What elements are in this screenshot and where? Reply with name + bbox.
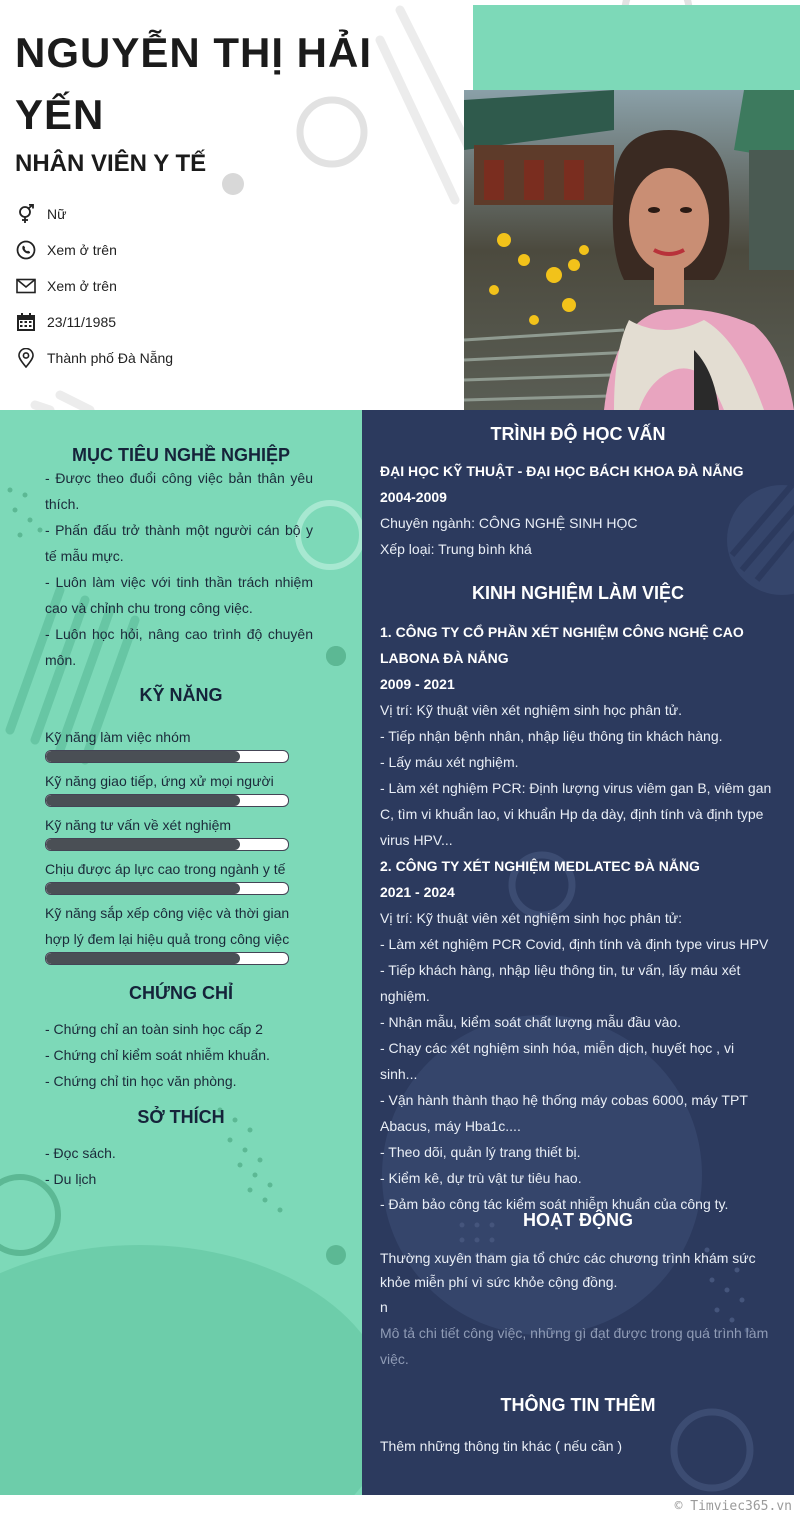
job-line: - Tiếp khách hàng, nhập liệu thông tin, tư vấn, lấy máu xét nghiệm. [380, 962, 741, 1004]
experience-body [380, 619, 775, 1217]
job-line: Vị trí: Kỹ thuật viên xét nghiệm sinh học phân tử. [380, 702, 682, 718]
info-phone [15, 238, 117, 262]
experience-title: KINH NGHIỆM LÀM VIỆC [471, 583, 684, 603]
job-line: - Làm xét nghiệm PCR Covid, định tính và định type virus HPV [380, 936, 769, 952]
activities-text: Thường xuyên tham gia tổ chức các chương trình khám sức khỏe miễn phí vì sức khỏe cộng đồng. [380, 1250, 756, 1290]
objective-line: - Luôn học hỏi, nâng cao trình độ chuyên môn. [45, 626, 313, 668]
objective-line: - Luôn làm việc với tinh thần trách nhiệm cao và chỉnh chu trong công việc. [45, 574, 313, 616]
profile-photo [464, 90, 794, 410]
info-birthday-text: 23/11/1985 [47, 314, 117, 330]
job-years: 2009 - 2021 [380, 676, 455, 692]
skill-label: Chịu được áp lực cao trong ngành y tế [45, 861, 286, 877]
job-line: - Chạy các xét nghiệm sinh hóa, miễn dịch, huyết học , vi sinh... [380, 1040, 735, 1082]
candidate-name: NGUYỄN THỊ HẢI YẾN [15, 29, 373, 138]
job-line: - Kiểm kê, dự trù vật tư tiêu hao. [380, 1170, 582, 1186]
job-line: - Nhận mẫu, kiểm soát chất lượng mẫu đầu vào. [380, 1014, 682, 1030]
skills-title: KỸ NĂNG [139, 685, 223, 705]
skill-bar-fill [46, 839, 240, 850]
skill-bar-fill [46, 795, 240, 806]
info-birthday [15, 310, 116, 334]
cv-header [0, 0, 800, 410]
skill-bar [45, 750, 289, 763]
skill-bar-fill [46, 751, 240, 762]
skill-bar-fill [46, 883, 240, 894]
activities-placeholder: Mô tả chi tiết công việc, những gì đạt được trong quá trình làm việc. [380, 1325, 769, 1367]
education-title: TRÌNH ĐỘ HỌC VẤN [490, 424, 666, 444]
gender-icon [15, 203, 37, 225]
activities-title: HOẠT ĐỘNG [523, 1210, 633, 1230]
job-title: NHÂN VIÊN Y TẾ [15, 150, 207, 177]
calendar-icon [15, 311, 37, 333]
info-address-text: Thành phố Đà Nẵng [47, 350, 174, 366]
job-line: - Tiếp nhận bệnh nhân, nhập liệu thông tin khách hàng. [380, 728, 723, 744]
objective-body [45, 465, 313, 673]
more-info-body [380, 1433, 775, 1459]
skill-bar [45, 838, 289, 851]
certificate-item: - Chứng chỉ tin học văn phòng. [45, 1073, 237, 1089]
skill-label: Kỹ năng làm việc nhóm [45, 729, 191, 745]
skill-label: Kỹ năng sắp xếp công việc và thời gian hợp lý đem lại hiệu quả trong công việc [45, 905, 290, 947]
education-years: 2004-2009 [380, 489, 447, 505]
activities-body [380, 1246, 775, 1372]
certificates-body [45, 1016, 313, 1094]
objective-line: - Phấn đấu trở thành một người cán bộ y tế mẫu mực. [45, 522, 313, 564]
info-gender [15, 202, 66, 226]
header-accent-block [473, 5, 800, 90]
left-column [0, 410, 362, 1495]
hobbies-title: SỞ THÍCH [137, 1107, 225, 1127]
phone-icon [15, 239, 37, 261]
info-phone-text: Xem ở trên [47, 242, 117, 258]
more-info-text: Thêm những thông tin khác ( nếu cần ) [380, 1438, 623, 1454]
job-line: - Đảm bảo công tác kiểm soát nhiễm khuẩn của công ty. [380, 1196, 729, 1212]
skill-bar [45, 794, 289, 807]
email-icon [15, 275, 37, 297]
hobbies-body [45, 1140, 313, 1192]
job-company: 1. CÔNG TY CỔ PHẦN XÉT NGHIỆM CÔNG NGHỆ CAO LABONA ĐÀ NẴNG [380, 624, 744, 666]
education-body [380, 458, 775, 562]
education-grade: Xếp loại: Trung bình khá [380, 541, 532, 557]
objective-title: MỤC TIÊU NGHỀ NGHIỆP [71, 445, 290, 465]
objective-line: - Được theo đuổi công việc bản thân yêu thích. [45, 470, 313, 512]
job-years: 2021 - 2024 [380, 884, 455, 900]
job-company: 2. CÔNG TY XÉT NGHIỆM MEDLATEC ĐÀ NẴNG [380, 858, 700, 874]
certificates-title: CHỨNG CHỈ [129, 983, 233, 1003]
job-line: Vị trí: Kỹ thuật viên xét nghiệm sinh học phân tử: [380, 910, 682, 926]
certificate-item: - Chứng chỉ an toàn sinh học cấp 2 [45, 1021, 263, 1037]
hobby-item: - Đọc sách. [45, 1145, 116, 1161]
watermark: © Timviec365.vn [674, 1499, 792, 1514]
job-line: - Làm xét nghiệm PCR: Định lượng virus viêm gan B, viêm gan C, tìm vi khuẩn lao, vi khuẩn Hp dạ dày, định tính và định type virus HPV... [380, 780, 772, 848]
skill-bar-fill [46, 953, 240, 964]
education-school: ĐẠI HỌC KỸ THUẬT - ĐẠI HỌC BÁCH KHOA ĐÀ NẴNG [380, 463, 744, 479]
right-column [362, 410, 794, 1495]
certificate-item: - Chứng chỉ kiểm soát nhiễm khuẩn. [45, 1047, 270, 1063]
location-icon [15, 347, 37, 369]
activities-extra: n [380, 1299, 388, 1315]
more-info-title: THÔNG TIN THÊM [500, 1395, 656, 1415]
skill-label: Kỹ năng tư vấn về xét nghiệm [45, 817, 232, 833]
skill-label: Kỹ năng giao tiếp, ứng xử mọi người [45, 773, 274, 789]
education-major: Chuyên ngành: CÔNG NGHỆ SINH HỌC [380, 515, 638, 531]
info-gender-text: Nữ [47, 206, 67, 222]
info-email-text: Xem ở trên [47, 278, 117, 294]
skill-bar [45, 882, 289, 895]
hobby-item: - Du lịch [45, 1171, 97, 1187]
job-line: - Vận hành thành thạo hệ thống máy cobas 6000, máy TPT Abacus, máy Hba1c.... [380, 1092, 748, 1134]
info-address [15, 346, 173, 370]
job-line: - Lấy máu xét nghiệm. [380, 754, 519, 770]
info-email [15, 274, 117, 298]
job-line: - Theo dõi, quản lý trang thiết bị. [380, 1144, 581, 1160]
skill-bar [45, 952, 289, 965]
footer [0, 1495, 800, 1521]
